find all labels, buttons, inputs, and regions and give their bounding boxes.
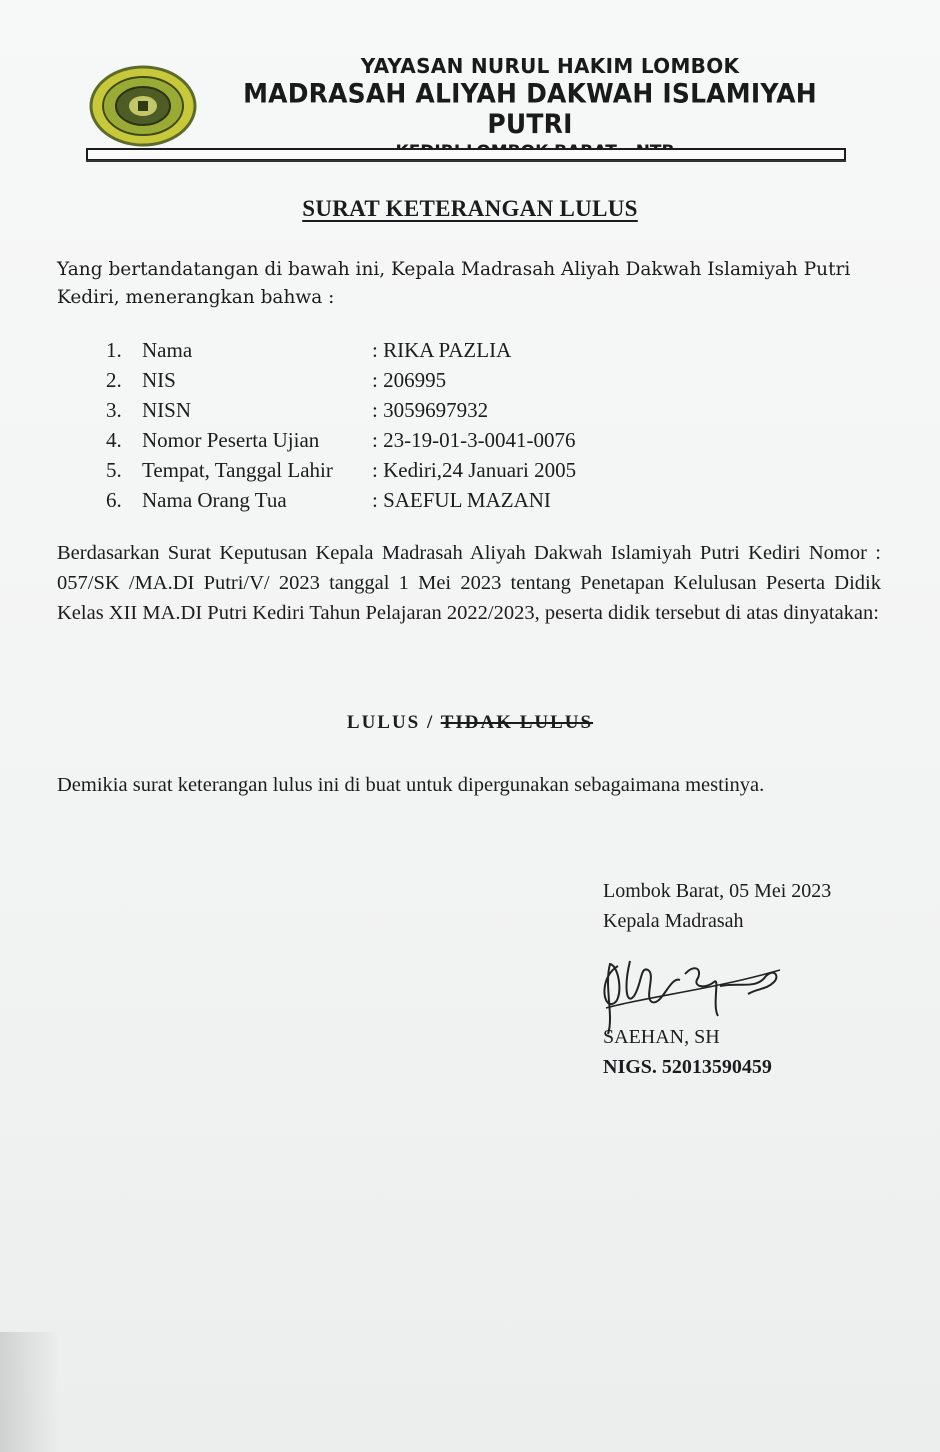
student-details [106,338,726,518]
intro-paragraph: Yang bertandatangan di bawah ini, Kepala Madrasah Aliyah Dakwah Islamiyah Putri Kediri, menerangkan bahwa : [57,259,851,308]
field-value: : SAEFUL MAZANI [372,488,551,512]
school-logo-icon [88,64,198,148]
signature-heading [603,876,831,936]
field-row [106,338,726,368]
field-number: 2. [106,368,122,392]
place-date: Lombok Barat, 05 Mei 2023 [603,880,832,902]
field-label: Tempat, Tanggal Lahir [142,458,333,482]
field-row [106,458,726,488]
signer-position: Kepala Madrasah [603,910,744,932]
status-fail-struck: TIDAK LULUS [440,712,594,733]
status-separator: / [420,712,441,733]
field-label: Nama Orang Tua [142,488,287,512]
document-title: SURAT KETERANGAN LULUS [302,196,638,221]
field-number: 6. [106,488,122,512]
closing-paragraph: Demikia surat keterangan lulus ini di buat untuk dipergunakan sebagaimana mestinya. [57,774,765,796]
status-pass: LULUS [346,712,421,733]
field-row [106,398,726,428]
paper-shadow [0,1332,60,1452]
field-row [106,488,726,518]
header-divider [86,160,846,162]
decision-paragraph: Berdasarkan Surat Keputusan Kepala Madrasah Aliyah Dakwah Islamiyah Putri Kediri Nomor : 057/SK /MA.DI Putri/V/ 2023 tanggal 1 Mei 2023 tentang Penetapan Kelulusan Peserta Didik Kelas XII MA.DI Putri Kediri Tahun Pelajaran 2022/2023, peserta didik tersebut di atas dinyatakan: [57,542,881,624]
letterhead [210,54,850,162]
field-row [106,428,726,458]
field-label: NIS [142,368,176,392]
field-label: Nama [142,338,193,362]
signer-nigs: NIGS. 52013590459 [603,1056,772,1078]
field-value: : 206995 [372,368,447,392]
field-label: Nomor Peserta Ujian [142,428,320,452]
graduation-status [0,712,940,734]
field-label: NISN [142,398,192,422]
signer-block [603,1022,772,1082]
field-number: 3. [106,398,122,422]
foundation-name: YAYASAN NURUL HAKIM LOMBOK [360,54,740,78]
field-number: 5. [106,458,122,482]
signer-name: SAEHAN, SH [603,1026,720,1048]
field-value: : 23-19-01-3-0041-0076 [372,428,576,452]
field-value: : 3059697932 [372,398,489,422]
field-value: : Kediri,24 Januari 2005 [372,458,577,482]
school-name: MADRASAH ALIYAH DAKWAH ISLAMIYAH PUTRI [243,78,817,140]
field-number: 1. [106,338,122,362]
field-number: 4. [106,428,122,452]
field-row [106,368,726,398]
field-value: : RIKA PAZLIA [372,338,512,362]
